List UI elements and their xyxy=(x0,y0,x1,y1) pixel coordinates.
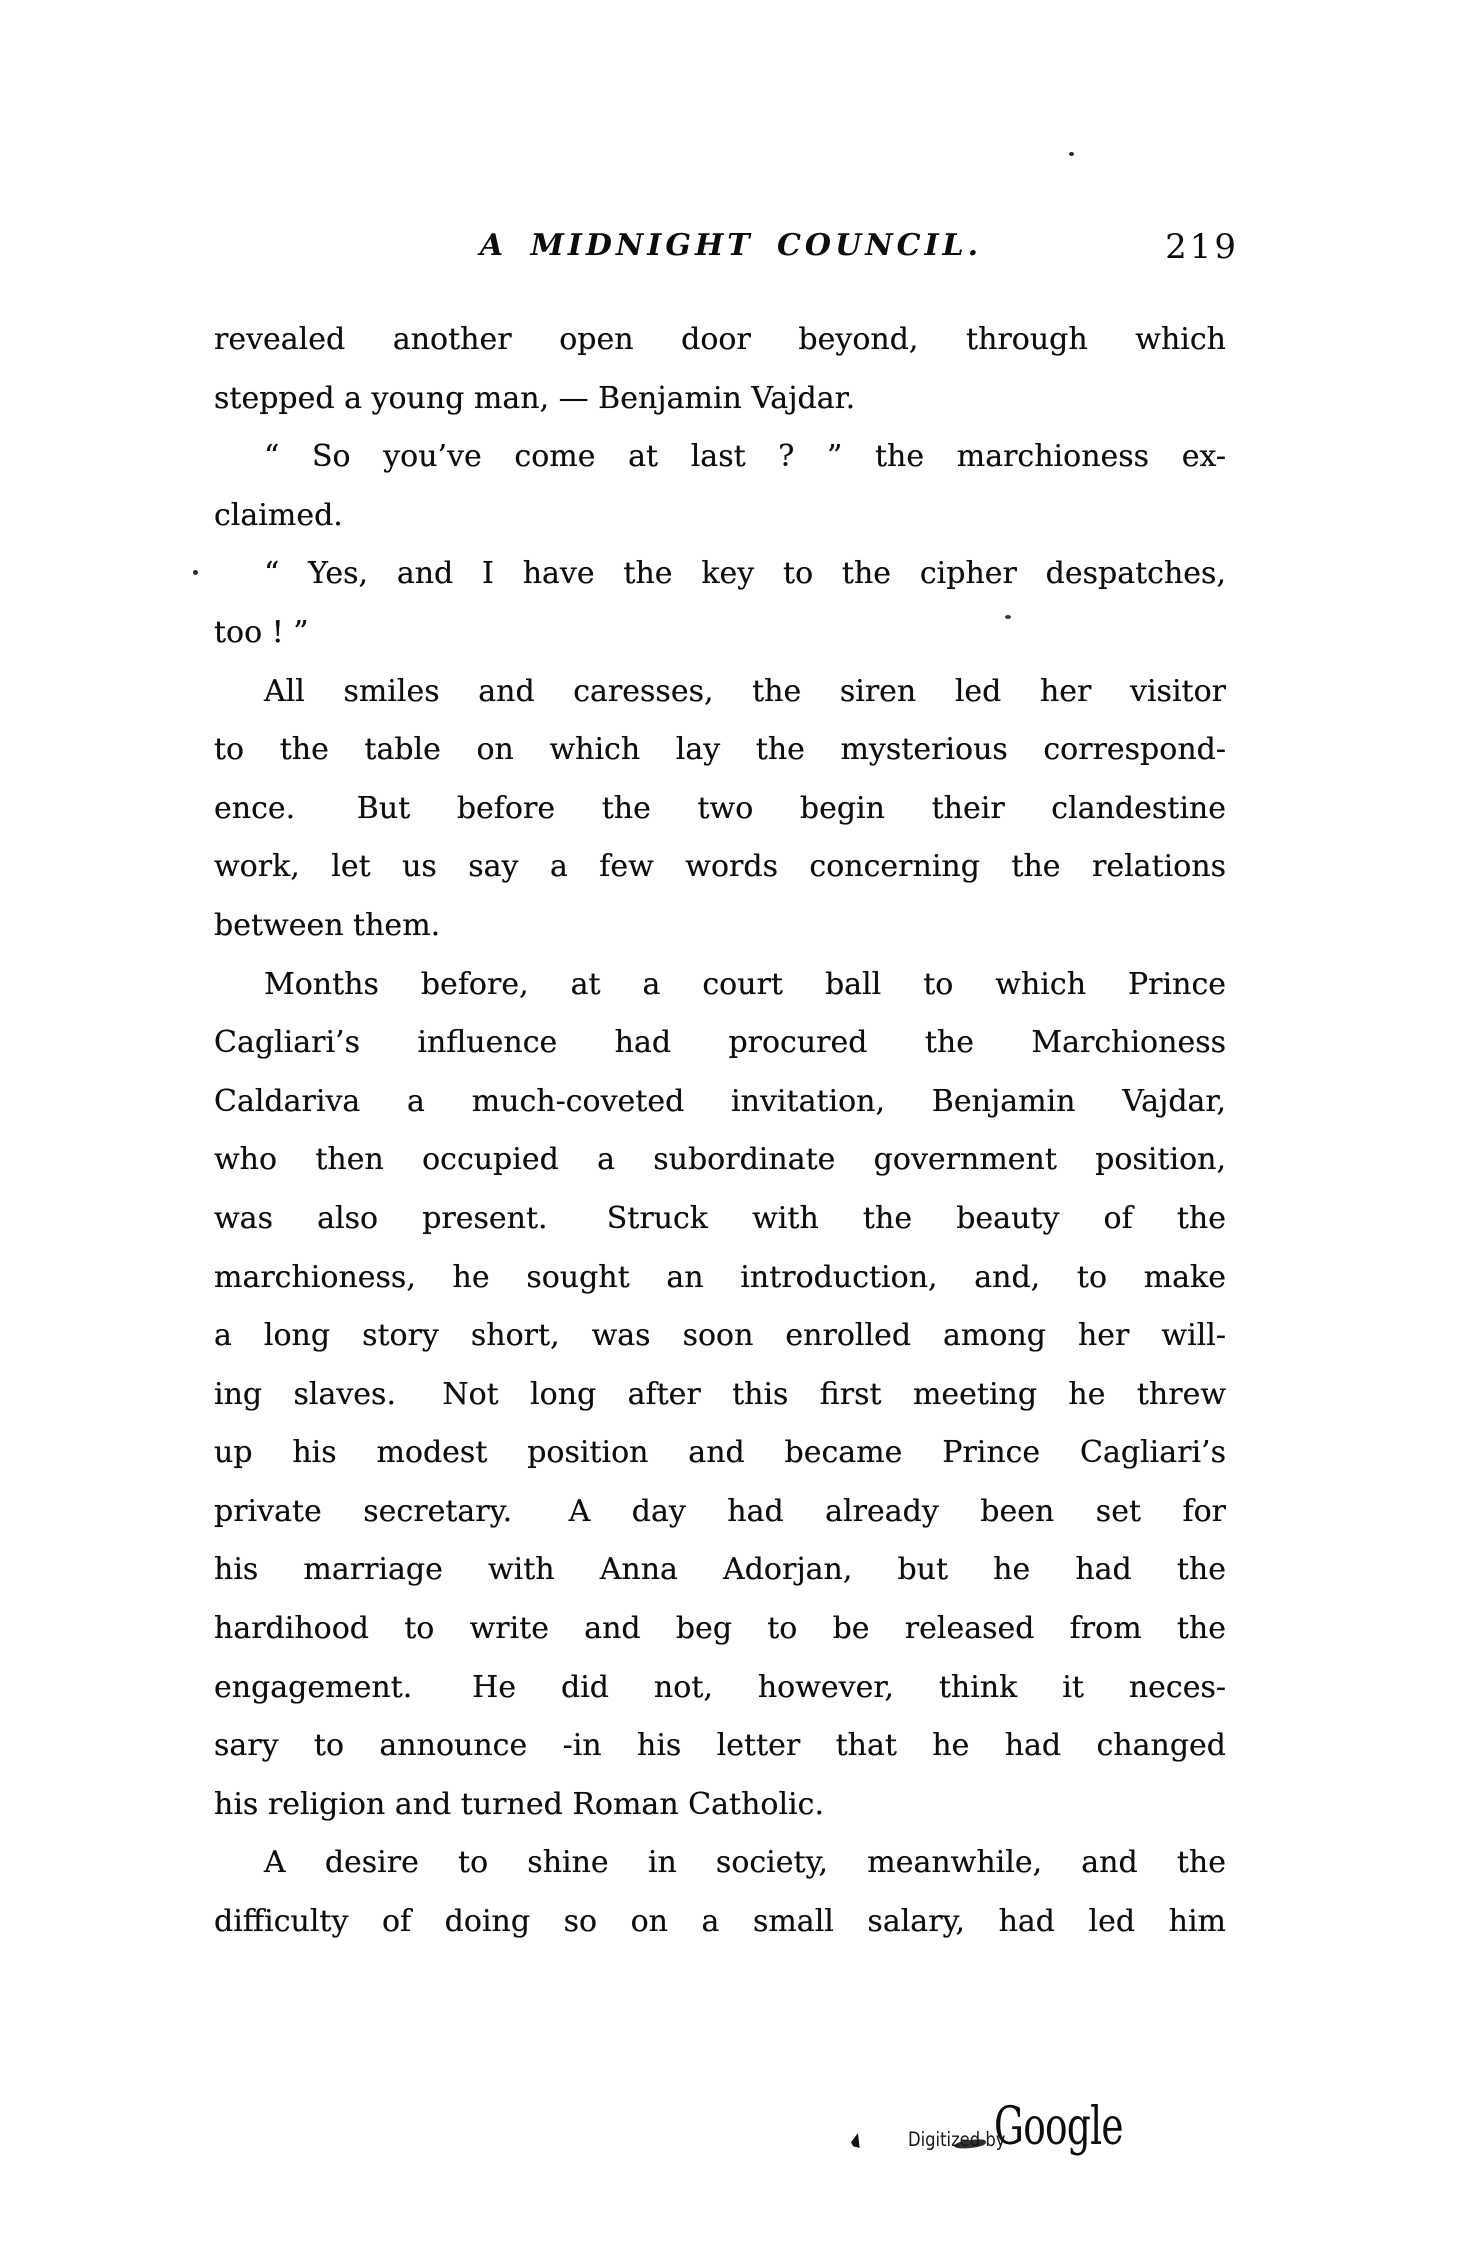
text-line: hardihood to write and beg to be released from the xyxy=(214,1611,1226,1647)
text-line: his marriage with Anna Adorjan, but he had the xyxy=(214,1552,1226,1588)
ink-blot xyxy=(851,2133,863,2148)
ink-speck xyxy=(1005,615,1011,619)
text-line: claimed. xyxy=(214,497,343,533)
text-line: stepped a young man, — Benjamin Vajdar. xyxy=(214,380,856,416)
text-line: between them. xyxy=(214,907,441,943)
text-line: difficulty of doing so on a small salary, had led him xyxy=(214,1904,1226,1940)
text-line: up his modest position and became Prince Cagliari’s xyxy=(214,1435,1226,1471)
text-line: A desire to shine in society, meanwhile, and the xyxy=(264,1845,1226,1881)
text-line: ence. But before the two begin their clandestine xyxy=(214,790,1226,826)
text-line: his religion and turned Roman Catholic. xyxy=(214,1786,824,1822)
ink-speck xyxy=(1069,152,1074,156)
ink-speck xyxy=(193,570,198,575)
text-line: work, let us say a few words concerning the relations xyxy=(214,849,1226,885)
text-line: Months before, at a court ball to which Prince xyxy=(264,966,1226,1002)
text-line: Cagliari’s influence had procured the Marchioness xyxy=(214,1025,1226,1061)
text-line: marchioness, he sought an introduction, and, to make xyxy=(214,1259,1226,1295)
text-line: sary to announce -in his letter that he had changed xyxy=(214,1728,1226,1764)
text-line: was also present. Struck with the beauty of the xyxy=(214,1200,1226,1236)
running-head-title: A MIDNIGHT COUNCIL. xyxy=(479,228,983,263)
text-line: “ So you’ve come at last ? ” the marchioness ex- xyxy=(264,439,1226,475)
text-line: All smiles and caresses, the siren led her visitor xyxy=(264,673,1226,709)
text-line: engagement. He did not, however, think it neces- xyxy=(214,1669,1226,1705)
page-number: 219 xyxy=(1165,227,1239,267)
text-line: who then occupied a subordinate government position, xyxy=(214,1142,1226,1178)
text-line: private secretary. A day had already been set for xyxy=(214,1493,1226,1529)
text-line: “ Yes, and I have the key to the cipher despatches, xyxy=(264,556,1226,592)
text-line: to the table on which lay the mysterious correspond- xyxy=(214,732,1226,768)
google-logo: Google xyxy=(994,2097,1123,2157)
digitized-by-label: Digitized by xyxy=(908,2128,1006,2151)
text-line: Caldariva a much-coveted invitation, Benjamin Vajdar, xyxy=(214,1083,1226,1119)
text-line: too ! ” xyxy=(214,614,309,650)
text-block xyxy=(214,311,1226,1952)
text-line: ing slaves. Not long after this first meeting he threw xyxy=(214,1376,1226,1412)
text-line: a long story short, was soon enrolled among her will- xyxy=(214,1318,1226,1354)
text-line: revealed another open door beyond, through which xyxy=(214,322,1226,357)
